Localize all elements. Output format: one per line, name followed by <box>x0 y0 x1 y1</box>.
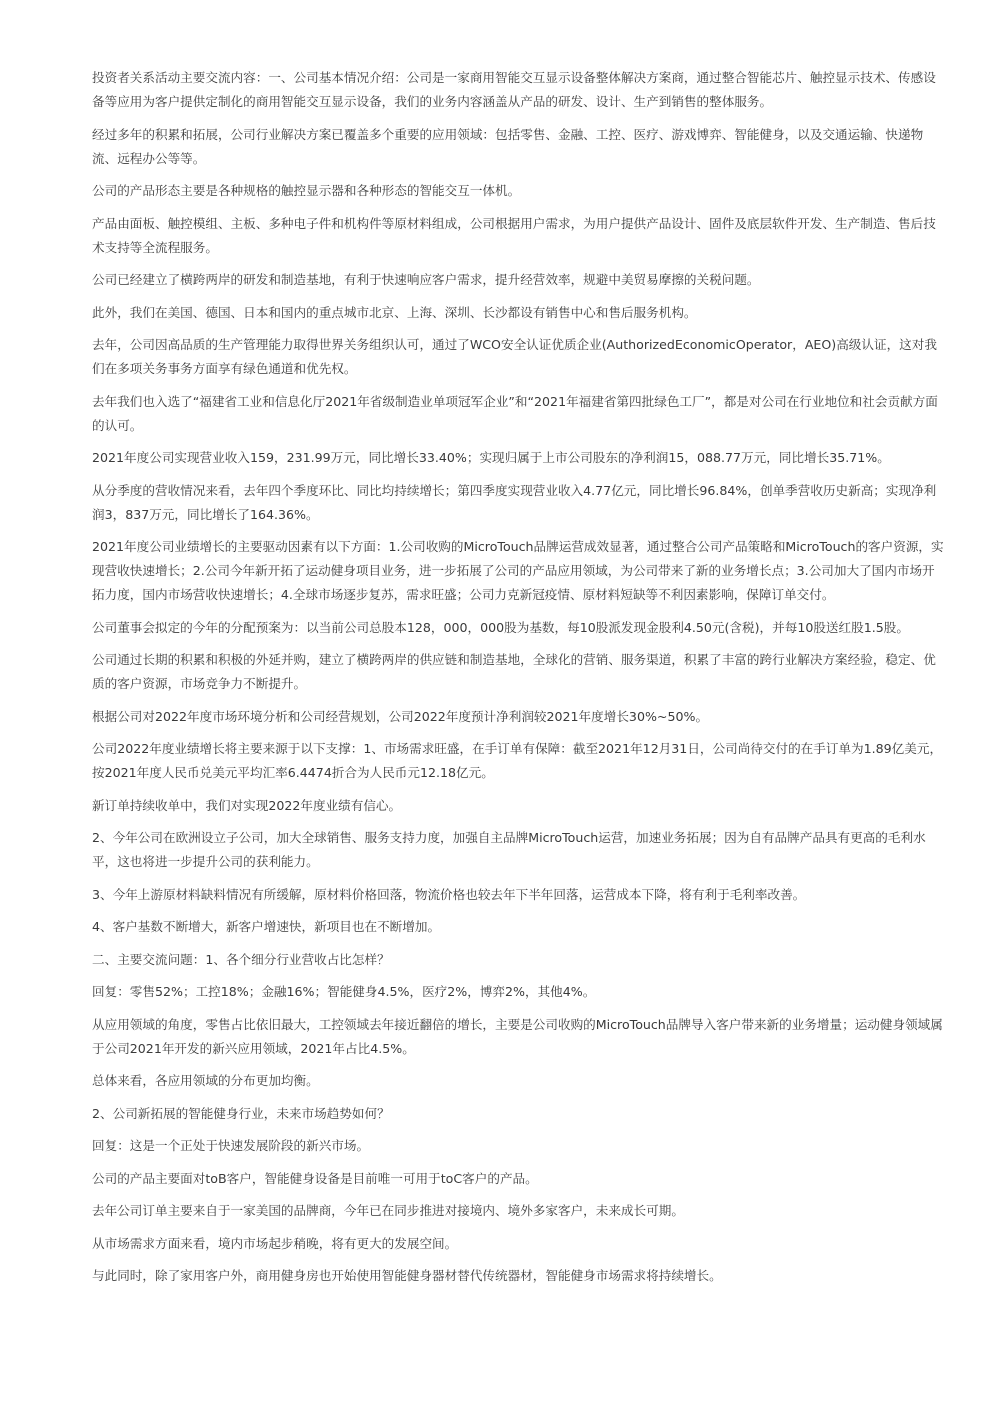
paragraph-23: 总体来看，各应用领域的分布更加均衡。 <box>92 1073 319 1088</box>
paragraph-3: 公司的产品形态主要是各种规格的触控显示器和各种形态的智能交互一体机。 <box>92 183 521 198</box>
paragraph-14: 根据公司对2022年度市场环境分析和公司经营规划，公司2022年度预计净利润较2021年度增长30%~50%。 <box>92 708 709 724</box>
paragraph-29: 与此同时，除了家用客户外，商用健身房也开始使用智能健身器材替代传统器材，智能健身市场需求将持续增长。 <box>92 1268 722 1283</box>
paragraph-28: 从市场需求方面来看，境内市场起步稍晚，将有更大的发展空间。 <box>92 1235 458 1251</box>
paragraph-24: 2、公司新拓展的智能健身行业，未来市场趋势如何？ <box>92 1105 390 1121</box>
paragraph-10: 从分季度的营收情况来看，去年四个季度环比、同比均持续增长；第四季度实现营业收入4.77亿元，同比增长96.84%，创单季营收历史新高；实现净利润3，837万元，同比增长了164.36%。 <box>92 482 937 522</box>
paragraph-26: 公司的产品主要面对toB客户，智能健身设备是目前唯一可用于toC客户的产品。 <box>92 1170 538 1186</box>
paragraph-1: 投资者关系活动主要交流内容：一、公司基本情况介绍：公司是一家商用智能交互显示设备整体解决方案商，通过整合智能芯片、触控显示技术、传感设备等应用为客户提供定制化的商用智能交互显示设备，我们的业务内容涵盖从产品的研发、设计、生产到销售的整体服务。 <box>92 70 936 109</box>
paragraph-6: 此外，我们在美国、德国、日本和国内的重点城市北京、上海、深圳、长沙都设有销售中心和售后服务机构。 <box>92 304 697 320</box>
paragraph-9: 2021年度公司实现营业收入159，231.99万元，同比增长33.40%；实现归属于上市公司股东的净利润15，088.77万元，同比增长35.71%。 <box>92 450 890 465</box>
paragraph-22: 从应用领域的角度，零售占比依旧最大，工控领域去年接近翻倍的增长，主要是公司收购的MicroTouch品牌导入客户带来新的业务增量；运动健身领域属于公司2021年开发的新兴应用领域，2021年占比4.5%。 <box>92 1016 943 1056</box>
paragraph-18: 3、今年上游原材料缺料情况有所缓解，原材料价格回落，物流价格也较去年下半年回落，运营成本下降，将有利于毛利率改善。 <box>92 886 806 902</box>
paragraph-5: 公司已经建立了横跨两岸的研发和制造基地，有利于快速响应客户需求，提升经营效率，规避中美贸易摩擦的关税问题。 <box>92 272 760 287</box>
paragraph-11: 2021年度公司业绩增长的主要驱动因素有以下方面：1.公司收购的MicroTouch品牌运营成效显著，通过整合公司产品策略和MicroTouch的客户资源，实现营收快速增长；2.公司今年新开拓了运动健身项目业务，进一步拓展了公司的产品应用领域，为公司带来了新的业务增长点；3.公司加大了国内市场开拓力度，国内市场营收快速增长；4.全球市场逐步复苏，需求旺盛；公司力克新冠疫情、原材料短缺等不利因素影响，保障订单交付。 <box>92 539 944 602</box>
paragraph-19: 4、客户基数不断增大，新客户增速快，新项目也在不断增加。 <box>92 919 441 934</box>
paragraph-16: 新订单持续收单中，我们对实现2022年度业绩有信心。 <box>92 797 402 813</box>
paragraph-2: 经过多年的积累和拓展，公司行业解决方案已覆盖多个重要的应用领域：包括零售、金融、工控、医疗、游戏博弈、智能健身，以及交通运输、快递物流、远程办公等等。 <box>92 126 924 166</box>
paragraph-4: 产品由面板、触控模组、主板、多种电子件和机构件等原材料组成，公司根据用户需求，为用户提供产品设计、固件及底层软件开发、生产制造、售后技术支持等全流程服务。 <box>92 215 936 255</box>
paragraph-27: 去年公司订单主要来自于一家美国的品牌商，今年已在同步推进对接境内、境外多家客户，未来成长可期。 <box>92 1203 684 1218</box>
paragraph-13: 公司通过长期的积累和积极的外延并购，建立了横跨两岸的供应链和制造基地，全球化的营销、服务渠道，积累了丰富的跨行业解决方案经验，稳定、优质的客户资源，市场竞争力不断提升。 <box>92 652 936 691</box>
paragraph-8: 去年我们也入选了“福建省工业和信息化厅2021年省级制造业单项冠军企业”和“2021年福建省第四批绿色工厂”，都是对公司在行业地位和社会贡献方面的认可。 <box>92 393 938 433</box>
document-body <box>92 66 944 1297</box>
paragraph-21: 回复：零售52%；工控18%；金融16%；智能健身4.5%，医疗2%，博弈2%，其他4%。 <box>92 984 596 999</box>
paragraph-20: 二、主要交流问题：1、各个细分行业营收占比怎样？ <box>92 951 390 967</box>
paragraph-7: 去年，公司因高品质的生产管理能力取得世界关务组织认可，通过了WCO安全认证优质企业(AuthorizedEconomicOperator，AEO)高级认证，这对我们在多项关务事务方面享有绿色通道和优先权。 <box>92 337 937 376</box>
paragraph-17: 2、今年公司在欧洲设立子公司，加大全球销售、服务支持力度，加强自主品牌MicroTouch运营，加速业务拓展；因为自有品牌产品具有更高的毛利水平，这也将进一步提升公司的获利能力。 <box>92 830 926 869</box>
paragraph-12: 公司董事会拟定的今年的分配预案为：以当前公司总股本128，000，000股为基数，每10股派发现金股利4.50元(含税)，并每10股送红股1.5股。 <box>92 619 909 635</box>
paragraph-25: 回复：这是一个正处于快速发展阶段的新兴市场。 <box>92 1138 370 1153</box>
paragraph-15: 公司2022年度业绩增长将主要来源于以下支撑：1、市场需求旺盛，在手订单有保障：截至2021年12月31日，公司尚待交付的在手订单为1.89亿美元，按2021年度人民币兑美元平均汇率6.4474折合为人民币元12.18亿元。 <box>92 741 943 780</box>
